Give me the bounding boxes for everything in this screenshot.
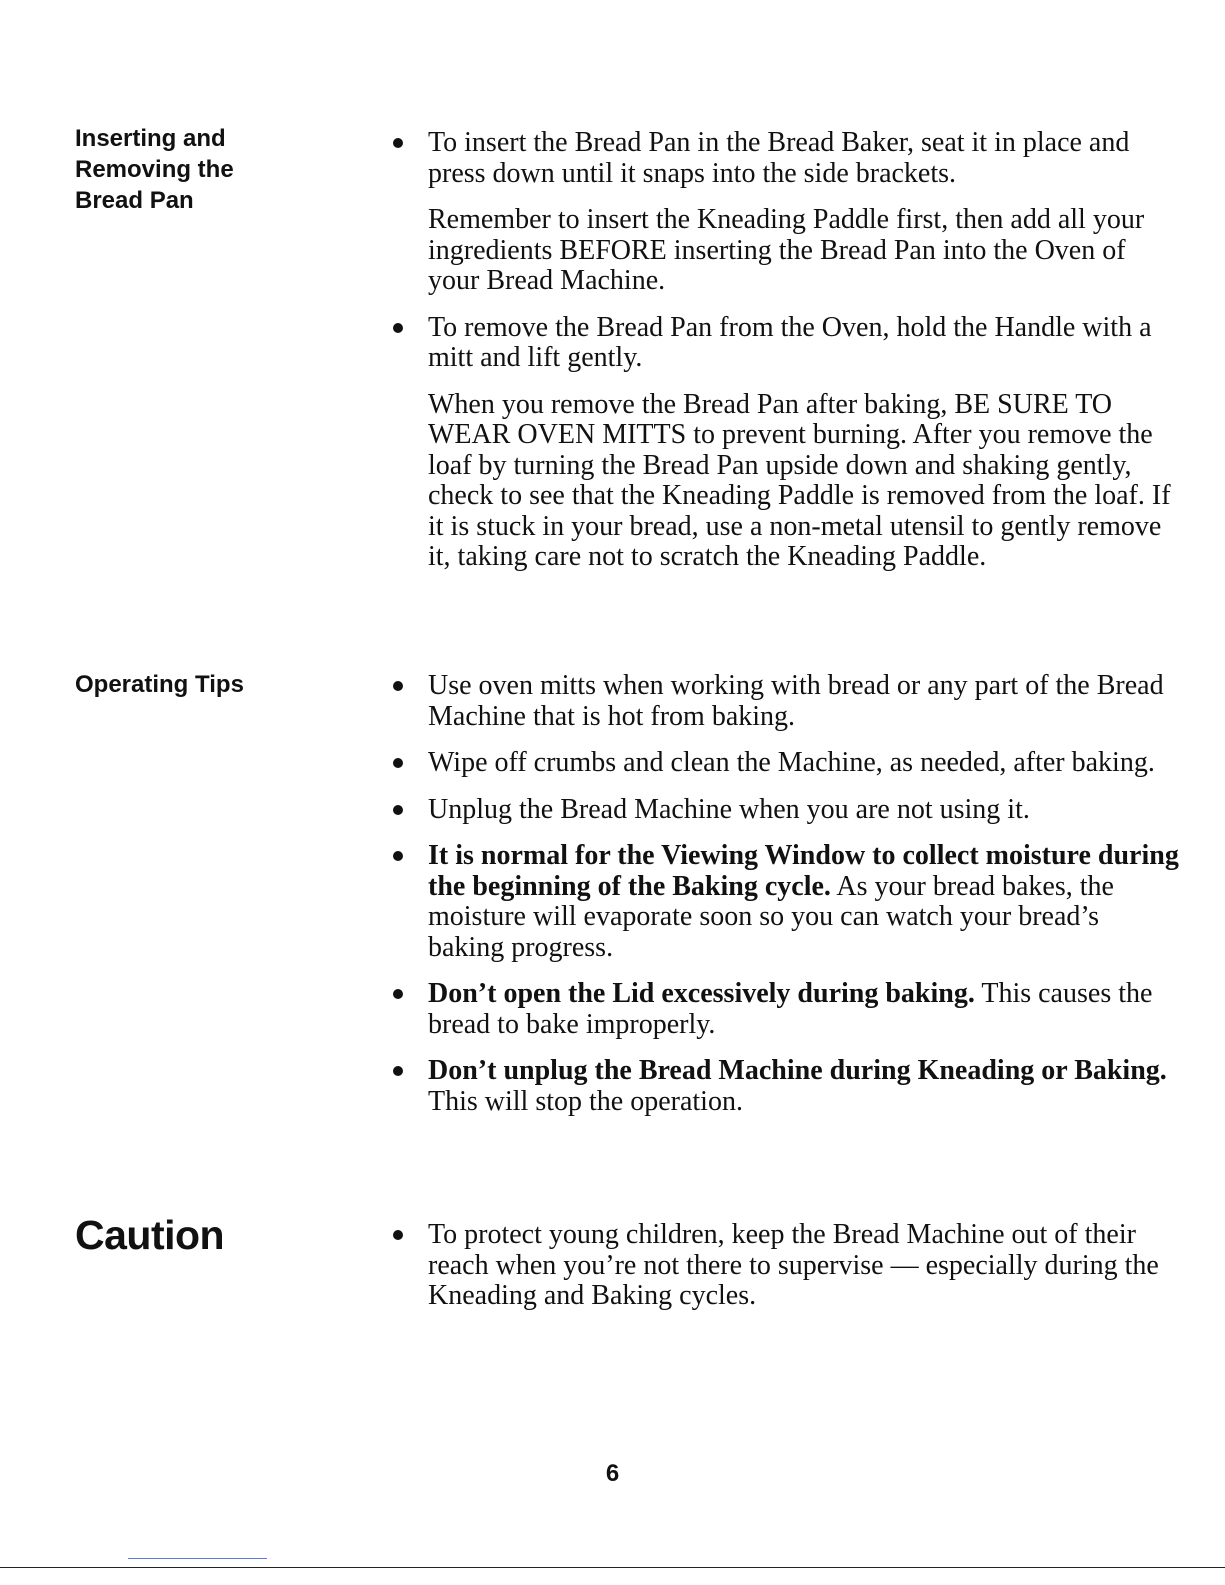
footer-rule xyxy=(0,1567,1225,1568)
bullet-icon xyxy=(393,989,403,999)
bold-lead: Don’t open the Lid excessively during baking. xyxy=(428,978,975,1009)
paragraph xyxy=(428,979,1180,1040)
section-body-inserting xyxy=(390,128,1180,589)
bullet-icon xyxy=(393,138,403,148)
bullet-icon xyxy=(393,805,403,815)
bold-lead: Don’t unplug the Bread Machine during Kneading or Baking. xyxy=(428,1055,1167,1086)
heading-line: Inserting and xyxy=(75,125,226,152)
bullet-icon xyxy=(393,758,403,768)
heading-line: Removing the xyxy=(75,156,234,183)
list-item xyxy=(390,1056,1180,1117)
paragraph: To insert the Bread Pan in the Bread Baker, seat it in place and press down until it snaps into the side brackets. xyxy=(428,127,1130,189)
heading-line: Bread Pan xyxy=(75,187,194,214)
list-item xyxy=(390,748,1180,779)
section-body-caution xyxy=(390,1220,1180,1328)
paragraph xyxy=(428,1056,1180,1117)
paragraph-rest: This causes the bread to bake improperly. xyxy=(428,978,1153,1040)
section-body-tips xyxy=(390,671,1180,1133)
bullet-icon xyxy=(393,851,403,861)
page-number: 6 xyxy=(605,1460,620,1487)
list-item xyxy=(390,979,1180,1040)
paragraph: To protect young children, keep the Bread Machine out of their reach when you’re not there to supervise — especially during the Kneading and Baking cycles. xyxy=(428,1219,1159,1311)
paragraph: When you remove the Bread Pan after baking, BE SURE TO WEAR OVEN MITTS to prevent burning. After you remove the loaf by turning the Bread Pan upside down and shaking gently, check to see that the Kneading Paddle is removed from the loaf. If it is stuck in your bread, use a non-metal utensil to gently remove it, taking care not to scratch the Kneading Paddle. xyxy=(428,388,1171,572)
bullet-icon xyxy=(393,1066,403,1076)
list-item xyxy=(390,671,1180,732)
bullet-icon xyxy=(393,1230,403,1240)
list-item xyxy=(390,128,1180,297)
bullet-icon xyxy=(393,681,403,691)
list-item xyxy=(390,795,1180,826)
section-heading-caution: Caution xyxy=(75,1212,225,1258)
paragraph: Wipe off crumbs and clean the Machine, as needed, after baking. xyxy=(428,747,1155,778)
bullet-icon xyxy=(393,323,403,333)
paragraph xyxy=(428,841,1180,963)
paragraph-rest: As your bread bakes, the moisture will evaporate soon so you can watch your bread’s baking progress. xyxy=(428,870,1114,963)
paragraph: To remove the Bread Pan from the Oven, hold the Handle with a mitt and lift gently. xyxy=(428,311,1152,373)
section-heading-inserting xyxy=(75,123,234,216)
bold-lead: It is normal for the Viewing Window to collect moisture during the beginning of the Baking cycle. xyxy=(428,840,1179,902)
paragraph: Unplug the Bread Machine when you are not using it. xyxy=(428,793,1030,825)
section-heading-tips: Operating Tips xyxy=(75,671,244,698)
paragraph: Use oven mitts when working with bread or any part of the Bread Machine that is hot from baking. xyxy=(428,670,1164,732)
paragraph-rest: This will stop the operation. xyxy=(428,1085,743,1117)
paragraph: Remember to insert the Kneading Paddle first, then add all your ingredients BEFORE inserting the Bread Pan into the Oven of your Bread Machine. xyxy=(428,204,1145,296)
footer-mark xyxy=(128,1558,267,1559)
list-item xyxy=(390,1220,1180,1312)
list-item xyxy=(390,313,1180,573)
list-item xyxy=(390,841,1180,963)
